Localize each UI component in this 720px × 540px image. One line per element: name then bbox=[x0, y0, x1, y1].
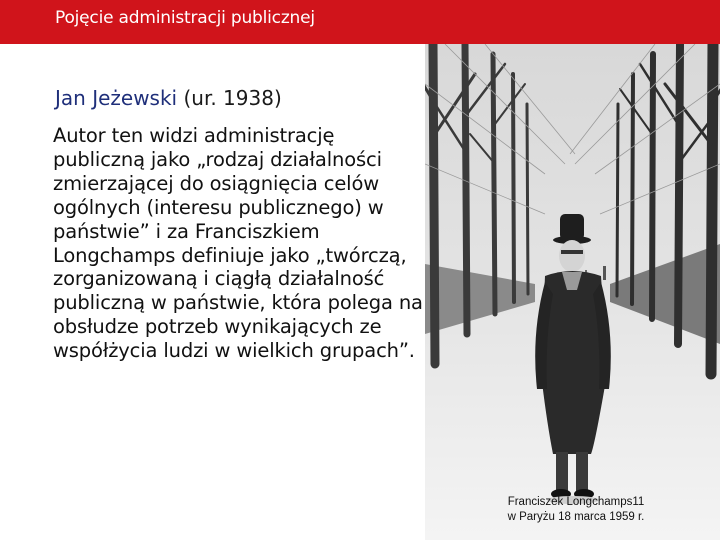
historical-photo bbox=[425, 44, 720, 540]
photo-caption bbox=[476, 495, 676, 525]
header-bar bbox=[0, 0, 720, 44]
definition-paragraph: Autor ten widzi administrację publiczną jako „rodzaj działalności zmierzającej do osiągnięcia celów ogólnych (interesu publicznego) w państwie” i za Franciszkiem Longchamps definiuje jako „twórczą, zorganizowaną i ciągłą działalność publiczną w państwie, która polega na obsłudze potrzeb wynikających ze współżycia ludzi w wielkich grupach”. bbox=[53, 124, 423, 363]
author-heading bbox=[55, 86, 282, 110]
caption-line-1: Franciszek Longchamps11 bbox=[507, 496, 645, 508]
slide-title: Pojęcie administracji publicznej bbox=[55, 8, 315, 28]
caption-line-2: w Paryżu 18 marca 1959 r. bbox=[507, 511, 645, 523]
author-years: (ur. 1938) bbox=[183, 86, 282, 110]
author-name: Jan Jeżewski bbox=[55, 86, 178, 110]
photo-illustration bbox=[425, 44, 720, 540]
